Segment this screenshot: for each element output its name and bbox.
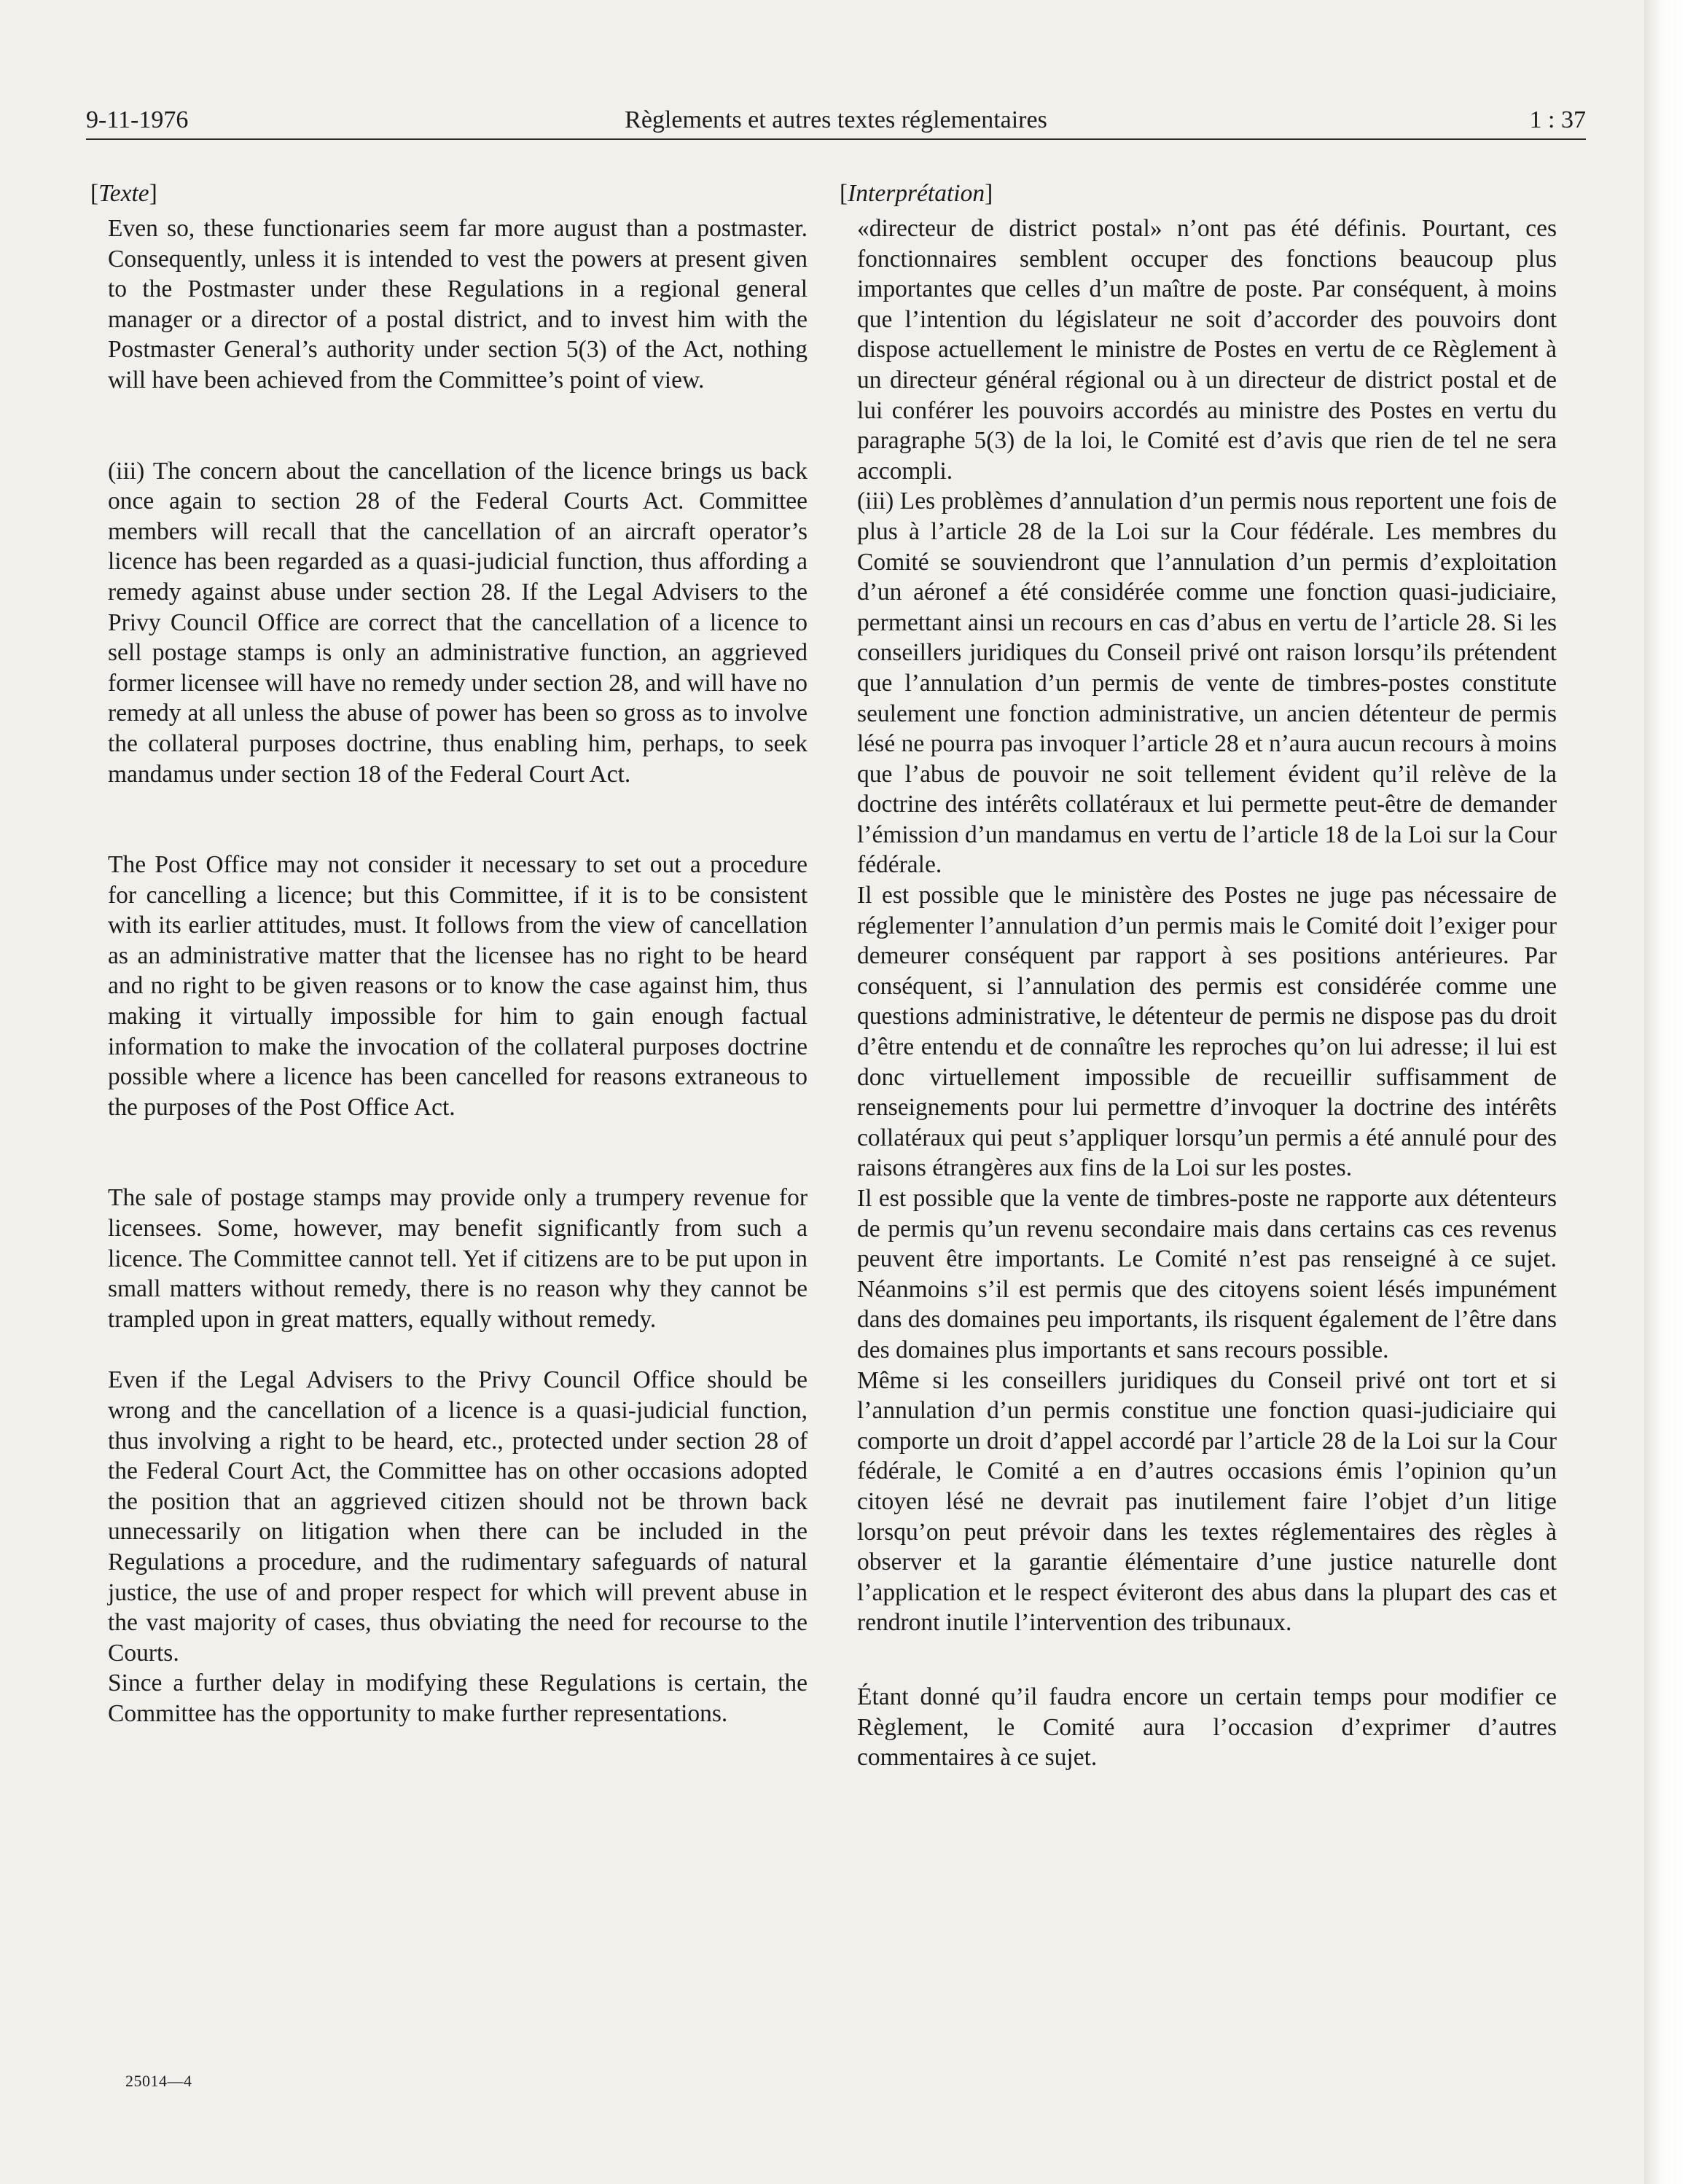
english-paragraph-3: The Post Office may not consider it necessary to set out a procedure for cancelling a licence; but this Committee, if it is to be consistent with its earlier attitudes, must. It follows from the view of cancellation as an administrative matter that the licensee has no right to be heard and no right to be given reasons or to know the case against him, thus making it virtually impossible for him to gain enough factual information to make the invocation of the collateral purposes doctrine possible where a licence has been cancelled for reasons extraneous to the purposes of the Post Office Act. (108, 851, 808, 1121)
english-column-heading: [Texte] (90, 180, 157, 207)
french-paragraph-1: «directeur de district postal» n’ont pas été définis. Pourtant, ces fonctionnaires semblent occuper des fonctions beaucoup plus importantes que celles d’un maître de poste. Par conséquent, à moins que l’intention du législateur ne soit d’accorder des pouvoirs dont dispose actuellement le ministre de Postes en vertu de ce Règlement à un directeur général régional ou à un directeur de district postal et de lui conférer les pouvoirs accordés au ministre des Postes en vertu du paragraphe 5(3) de la loi, le Comité est d’avis que rien de tel ne sera accompli. (857, 215, 1557, 485)
page-edge-shadow (1644, 0, 1685, 2184)
header-page-number: 1 : 37 (1529, 106, 1586, 133)
running-header (86, 102, 1586, 140)
french-paragraph-6: Étant donné qu’il faudra encore un certain temps pour modifier ce Règlement, le Comité aura l’occasion d’exprimer d’autres commentaires à ce sujet. (857, 1683, 1557, 1772)
french-paragraph-2: (iii) Les problèmes d’annulation d’un permis nous reportent une fois de plus à l’article 28 de la Loi sur la Cour fédérale. Les membres du Comité se souviendront que l’annulation d’un permis d’exploitation d’un aéronef a été considérée comme une fonction quasi-judiciaire, permettant ainsi un recours en cas d’abus en vertu de l’article 28. Si les conseillers juridiques du Conseil privé ont raison lorsqu’ils prétendent que l’annulation d’un permis de vente de timbres-postes constitute seulement une fonction administrative, un ancien détenteur de permis lésé ne pourra pas invoquer l’article 28 et n’aura aucun recours à moins que l’abus de pouvoir ne soit tellement évident qu’il relève de la doctrine des intérêts collatéraux et lui permette peut-être de demander l’émission d’un mandamus en vertu de l’article 18 de la Loi sur la Cour fédérale. (857, 488, 1557, 879)
french-column (840, 179, 1557, 1773)
french-paragraph-4: Il est possible que la vente de timbres-poste ne rapporte aux détenteurs de permis qu’un revenu secondaire mais dans certains cas ces revenus peuvent être importants. Le Comité n’est pas renseigné à ce sujet. Néanmoins s’il est permis que des citoyens soient lésés impunément dans des domaines peu importants, ils risquent également de l’être dans des domaines plus importants et sans recours possible. (857, 1185, 1557, 1363)
english-paragraph-5: Even if the Legal Advisers to the Privy Council Office should be wrong and the cancellation of a licence is a quasi-judicial function, thus involving a right to be heard, etc., protected under section 28 of the Federal Court Act, the Committee has on other occasions adopted the position that an aggrieved citizen should not be thrown back unnecessarily on litigation when there can be included in the Regulations a procedure, and the rudimentary safeguards of natural justice, the use of and proper respect for which will prevent abuse in the vast majority of cases, thus obviating the need for recourse to the Courts. (108, 1366, 808, 1667)
print-job-code: 25014—4 (125, 2072, 192, 2090)
french-column-heading: [Interprétation] (840, 180, 993, 207)
french-paragraph-5: Même si les conseillers juridiques du Conseil privé ont tort et si l’annulation d’un permis constitue une fonction quasi-judiciaire qui comporte un droit d’appel accordé par l’article 28 de la Loi sur la Cour fédérale, le Comité a en d’autres occasions émis l’opinion qu’un citoyen lésé ne devrait pas inutilement faire l’objet d’un litige lorsqu’on peut prévoir dans les textes réglementaires des règles à observer et la garantie élémentaire d’une justice naturelle dont l’application et le respect éviteront des abus dans la plupart des cas et rendront inutile l’intervention des tribunaux. (857, 1366, 1557, 1637)
header-title: Règlements et autres textes réglementaires (625, 106, 1047, 133)
english-paragraph-6: Since a further delay in modifying these Regulations is certain, the Committee has the opportunity to make further representations. (108, 1670, 808, 1727)
english-paragraph-2: (iii) The concern about the cancellation of the licence brings us back once again to section 28 of the Federal Courts Act. Committee members will recall that the cancellation of an aircraft operator’s licence has been regarded as a quasi-judicial function, thus affording a remedy against abuse under section 28. If the Legal Advisers to the Privy Council Office are correct that the cancellation of a licence to sell postage stamps is only an administrative function, an aggrieved former licensee will have no remedy under section 28, and will have no remedy at all unless the abuse of power has been so gross as to involve the collateral purposes doctrine, thus enabling him, perhaps, to seek mandamus under section 18 of the Federal Court Act. (108, 457, 808, 788)
english-paragraph-4: The sale of postage stamps may provide only a trumpery revenue for licensees. Some, however, may benefit significantly from such a licence. The Committee cannot tell. Yet if citizens are to be put upon in small matters without remedy, there is no reason why they cannot be trampled upon in great matters, equally without remedy. (108, 1184, 808, 1333)
english-column (90, 179, 808, 1729)
english-paragraph-1: Even so, these functionaries seem far more august than a postmaster. Consequently, unless it is intended to vest the powers at present given to the Postmaster under these Regulations in a regional general manager or a director of a postal district, and to invest him with the Postmaster General’s authority under section 5(3) of the Act, nothing will have been achieved from the Committee’s point of view. (108, 215, 808, 394)
header-date: 9-11-1976 (86, 106, 189, 133)
french-paragraph-3: Il est possible que le ministère des Postes ne juge pas nécessaire de réglementer l’annulation d’un permis mais le Comité doit l’exiger pour demeurer conséquent par rapport à ses positions antérieures. Par conséquent, si l’annulation des permis est considérée comme une questions administrative, le détenteur de permis ne dispose pas du droit d’être entendu et de connaître les reproches qu’on lui adresse; il lui est donc virtuellement impossible de recueillir suffisamment de renseignements pour lui permettre d’invoquer la doctrine des intérêts collatéraux qui peut s’appliquer lorsqu’un permis a été annulé pour des raisons étrangères aux fins de la Loi sur les postes. (857, 882, 1557, 1182)
